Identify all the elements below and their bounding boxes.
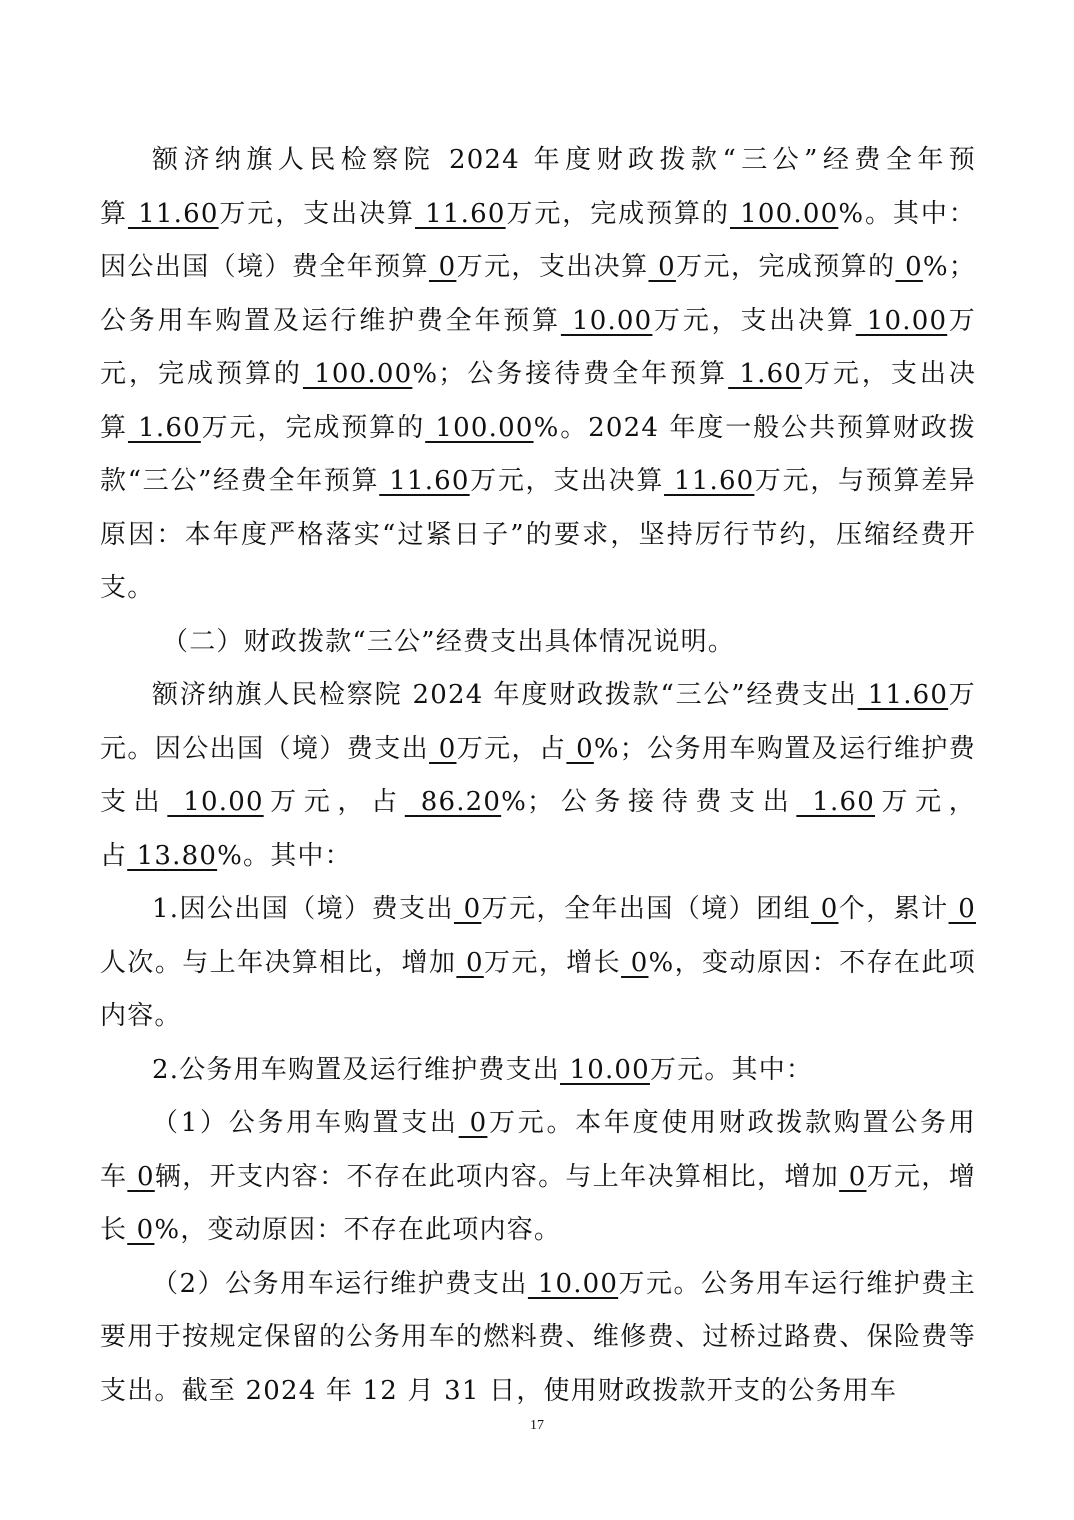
underlined-value: 100.00 — [302, 359, 413, 389]
text-run: （1）公务用车购置支出 — [152, 1108, 459, 1138]
text-run: 万元。公务用车运行维护费主要用于按规定保留的公务用车的燃料费、维修费、过桥过路费、保险费等支出。截至 2024 年 12 月 31 日，使用财政拨款开支的公务用车 — [100, 1268, 977, 1406]
underlined-value: 11.60 — [664, 466, 755, 496]
text-run: 额济纳旗人民检察院 2024 年度财政拨款“三公”经费全年预算 — [100, 145, 976, 229]
underlined-value: 0 — [566, 733, 594, 764]
page-number: 17 — [530, 1418, 544, 1433]
underlined-value: 0 — [895, 252, 923, 282]
text-run: （二）财政拨款“三公”经费支出具体情况说明。 — [162, 626, 735, 657]
text-run: 万元，支出决算 — [100, 359, 977, 443]
text-run: %。2024 年度一般公共预算财政拨款“三公”经费全年预算 — [100, 412, 976, 496]
text-run: 万元，占 — [100, 787, 976, 871]
text-run: 万元。因公出国（境）费支出 — [100, 680, 976, 764]
text-run: 额济纳旗人民检察院 2024 年度财政拨款“三公”经费支出 — [152, 680, 858, 710]
underlined-value: 0 — [458, 1108, 488, 1138]
underlined-value: 1.60 — [796, 787, 875, 817]
underlined-value: 0 — [648, 252, 676, 282]
text-run: %。其中：因公出国（境）费全年预算 — [100, 198, 977, 282]
underlined-value: 11.60 — [379, 466, 470, 496]
text-run: 万元，支出决算 — [652, 305, 856, 336]
text-run: %；公务用车购置及运行维护费全年预算 — [100, 252, 976, 336]
underlined-value: 10.00 — [527, 1268, 619, 1299]
underlined-value: 0 — [621, 947, 649, 978]
text-run: 人次。与上年决算相比，增加 — [100, 947, 457, 978]
text-run: 万元，与预算差异原因：本年度严格落实“过紧日子”的要求，坚持厉行节约，压缩经费开支。 — [100, 466, 977, 603]
underlined-value: 100.00 — [425, 412, 534, 443]
text-run: 个，累计 — [838, 894, 949, 924]
item-1-abroad — [100, 883, 976, 1044]
underlined-value: 13.80 — [127, 840, 218, 871]
text-run: %。其中： — [217, 840, 352, 871]
underlined-value: 11.60 — [857, 680, 949, 710]
underlined-value: 0 — [456, 947, 484, 978]
text-run: %；公务接待费全年预算 — [412, 359, 729, 389]
text-run: 1.因公出国（境）费支出 — [152, 894, 454, 924]
underlined-value: 0 — [127, 1215, 155, 1245]
text-run: 万元，完成预算的 — [505, 198, 730, 229]
underlined-value: 0 — [428, 252, 457, 282]
text-run: %；公务用车购置及运行维护费支出 — [100, 733, 976, 817]
text-run: 万元。本年度使用财政拨款购置公务用车 — [100, 1108, 976, 1192]
text-run: 万元，占 — [456, 733, 567, 764]
text-run: %；公务接待费支出 — [501, 787, 797, 817]
underlined-value: 100.00 — [729, 198, 839, 229]
text-run: 万元，完成预算的 — [100, 305, 977, 389]
text-run: 万元，支出决算 — [218, 198, 415, 229]
text-run: 万元，支出决算 — [456, 252, 649, 282]
underlined-value: 10.00 — [560, 1054, 650, 1085]
underlined-value: 10.00 — [855, 305, 948, 336]
text-run: %，变动原因：不存在此项内容。 — [100, 947, 976, 1031]
underlined-value: 0 — [839, 1161, 867, 1192]
underlined-value: 10.00 — [560, 305, 653, 336]
text-run: 万元，增长 — [100, 1161, 976, 1245]
text-run: 万元，完成预算的 — [200, 412, 426, 443]
text-run: %，变动原因：不存在此项内容。 — [154, 1215, 562, 1245]
text-run: 万元，全年出国（境）团组 — [481, 894, 812, 924]
underlined-value: 1.60 — [728, 359, 803, 389]
underlined-value: 0 — [948, 894, 977, 924]
text-run: 2.公务用车购置及运行维护费支出 — [152, 1054, 561, 1085]
section-heading-2 — [100, 616, 976, 670]
text-run: 万元，完成预算的 — [675, 252, 896, 282]
paragraph-expenditure — [100, 669, 976, 883]
text-run: 辆，开支内容：不存在此项内容。与上年决算相比，增加 — [154, 1161, 840, 1192]
underlined-value: 11.60 — [127, 198, 219, 229]
item-2-1-purchase — [100, 1097, 976, 1258]
underlined-value: 0 — [429, 733, 457, 764]
text-run: 万元，占 — [263, 787, 405, 817]
underlined-value: 0 — [811, 894, 839, 924]
underlined-value: 0 — [453, 894, 482, 924]
text-run: 万元，增长 — [483, 947, 622, 978]
item-2-2-maintenance — [100, 1258, 976, 1419]
paragraph-summary — [100, 134, 976, 616]
underlined-value: 10.00 — [167, 787, 264, 817]
text-run: 万元，支出决算 — [469, 466, 665, 496]
underlined-value: 1.60 — [127, 412, 201, 443]
text-run: 万元。其中： — [649, 1054, 814, 1085]
body-text — [100, 134, 976, 1418]
underlined-value: 0 — [127, 1161, 155, 1192]
item-2-vehicles — [100, 1044, 976, 1098]
underlined-value: 86.20 — [404, 787, 502, 817]
underlined-value: 11.60 — [414, 198, 506, 229]
text-run: （2）公务用车运行维护费支出 — [152, 1268, 528, 1299]
